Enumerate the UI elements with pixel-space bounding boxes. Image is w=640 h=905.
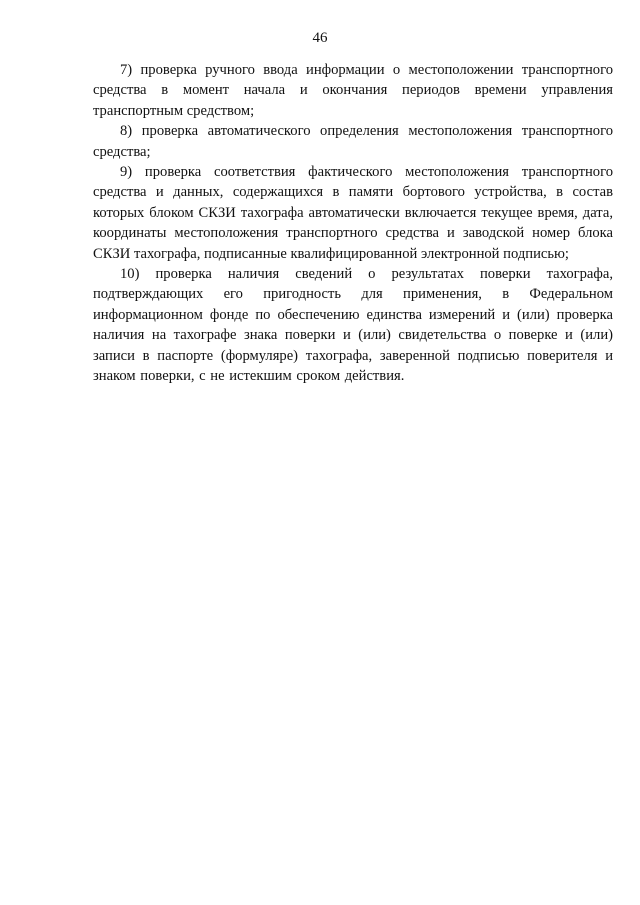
list-item-9: 9) проверка соответствия фактического местоположения транспортного средства и данных, содержащихся в памяти бортового устройства, в состав которых блоком СКЗИ тахографа автоматически включается текущее время, дата, координаты местоположения транспортного средства и заводской номер блока СКЗИ тахографа, подписанные квалифицированной электронной подписью; — [93, 164, 613, 262]
list-item-7: 7) проверка ручного ввода информации о местоположении транспортного средства в момент начала и окончания периодов времени управления транспортным средством; — [93, 62, 613, 119]
list-item-8: 8) проверка автоматического определения местоположения транспортного средства; — [93, 123, 613, 160]
list-item-10: 10) проверка наличия сведений о результатах поверки тахографа, подтверждающих его пригодность для применения, в Федеральном информационном фонде по обеспечению единства измерений и (или) проверка наличия на тахографе знака поверки и (или) свидетельства о поверке и (или) записи в паспорте (формуляре) тахографа, заверенной подписью поверителя и знаком поверки, с не истекшим сроком действия. — [93, 266, 613, 385]
document-body — [93, 60, 613, 387]
page-number: 46 — [312, 30, 328, 46]
